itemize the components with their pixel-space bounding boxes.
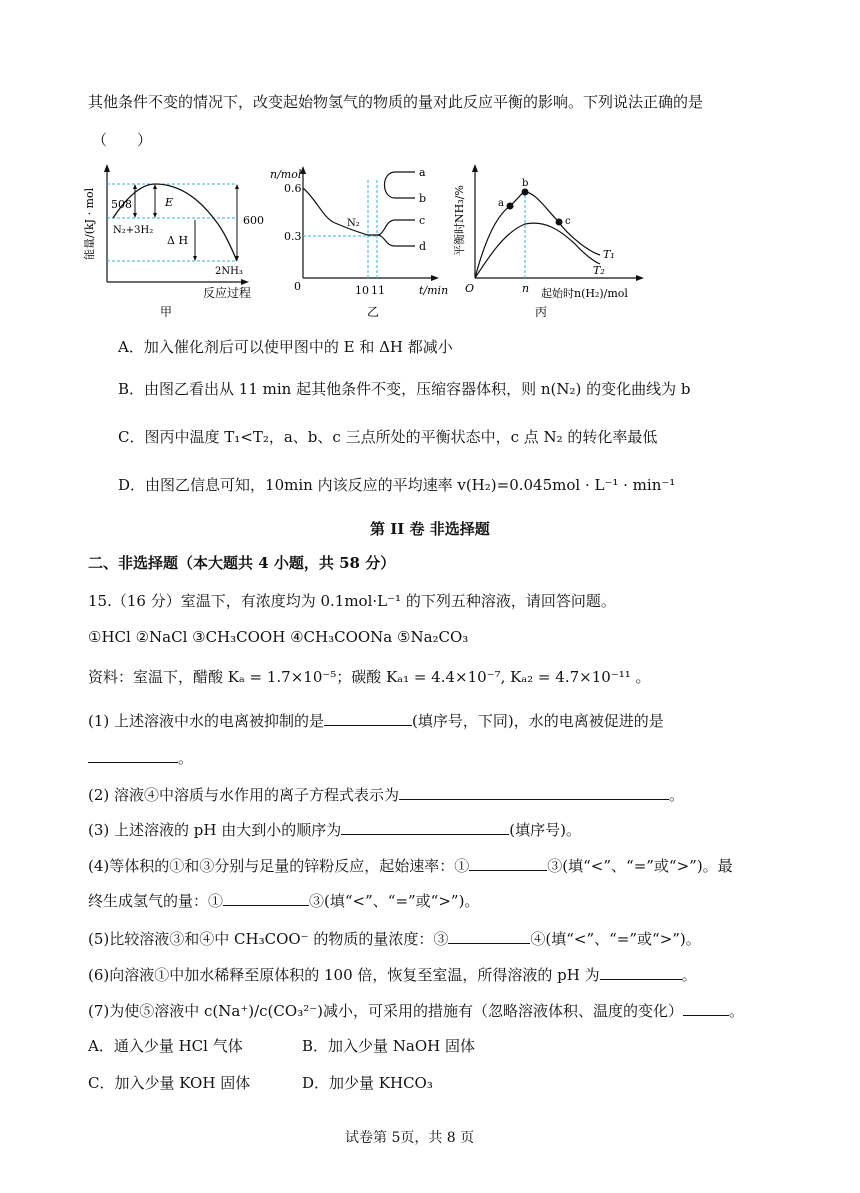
jia-ylabel: 能量/(kJ · mol [83, 187, 96, 260]
q15-part5 [88, 927, 701, 949]
q15-data: 资料：室温下，醋酸 Kₐ = 1.7×10⁻⁵；碳酸 Kₐ₁ = 4.4×10⁻⁷, Kₐ₂ = 4.7×10⁻¹¹ 。 [88, 668, 651, 686]
intro-line: 其他条件不变的情况下，改变起始物氢气的物质的量对此反应平衡的影响。下列说法正确的是 [88, 93, 704, 111]
jia-E: E [165, 196, 174, 209]
jia-product: 2NH₃ [215, 266, 243, 277]
answer-blank[interactable] [399, 783, 669, 800]
jia-600: 600 [243, 214, 264, 227]
q14-option-a: A．加入催化剂后可以使甲图中的 E 和 ΔH 都减小 [118, 338, 453, 356]
bing-xlabel: 起始时n(H₂)/mol [541, 287, 628, 300]
figure-bing [452, 164, 644, 319]
q15-part7-text-a: (7)为使⑤溶液中 c(Na⁺)/c(CO₃²⁻)减小，可采用的措施有（忽略溶液体积、温度的变化） [88, 1002, 683, 1020]
q15-part1-cont [88, 746, 193, 768]
q14-option-b-pre: B．由图乙看出从 11 min 起其他条件不变，压缩容器体积，则 n [118, 380, 551, 398]
q15-part3-text-b: (填序号)。 [509, 821, 581, 839]
q15-part1 [88, 709, 664, 731]
yi-xtick-10: 10 [355, 284, 369, 297]
yi-curve-a: a [419, 166, 426, 179]
q15-stem: 15.（16 分）室温下，有浓度均为 0.1mol·L⁻¹ 的下列五种溶液，请回答问题。 [88, 592, 616, 610]
part2-heading: 二、非选择题（本大题共 4 小题，共 58 分） [88, 554, 396, 572]
yi-ylabel: n/mol [270, 168, 302, 181]
yi-tick-06: 0.6 [284, 182, 302, 195]
q14-option-d-post: =0.045mol · L⁻¹ · min⁻¹ [496, 476, 676, 494]
bing-n: n [522, 282, 530, 295]
yi-curve-b: b [419, 192, 427, 205]
q15-option-b: B．加入少量 NaOH 固体 [302, 1037, 476, 1055]
bing-t1: T₁ [603, 248, 615, 261]
bing-point-b: b [522, 178, 529, 189]
bing-point-a: a [498, 198, 504, 209]
bing-caption: 丙 [535, 305, 548, 319]
page-footer: 试卷第 5页，共 8 页 [345, 1130, 475, 1146]
q14-option-d [118, 475, 675, 495]
q15-part6 [88, 963, 697, 985]
jia-508: 508 [111, 198, 132, 211]
jia-reactant: N₂+3H₂ [113, 225, 154, 236]
figures-row [85, 160, 665, 329]
q15-part1-text-c: 。 [178, 749, 194, 767]
q14-option-d-pre: D．由图乙信息可知，10min 内该反应的平均速率 v [118, 476, 466, 494]
q15-solutions: ①HCl ②NaCl ③CH₃COOH ④CH₃COONa ⑤Na₂CO₃ [88, 628, 469, 646]
yi-curve-d: d [419, 240, 427, 253]
q15-part7 [88, 999, 744, 1021]
yi-xlabel: t/min [419, 284, 449, 297]
answer-blank[interactable] [600, 963, 682, 980]
yi-tick-03: 0.3 [284, 230, 302, 243]
answer-blank[interactable] [324, 709, 412, 726]
yi-xtick-11: 11 [371, 284, 385, 297]
q14-option-b-paren: (N₂) [550, 380, 582, 398]
answer-paren: （ ） [92, 131, 153, 149]
q15-part4-text-c: 终生成氢气的量：① [88, 892, 224, 910]
yi-caption: 乙 [367, 305, 380, 319]
answer-blank[interactable] [683, 999, 729, 1016]
figure-jia [82, 164, 264, 319]
answer-blank[interactable] [223, 889, 309, 906]
bing-point-c: c [565, 216, 571, 227]
q15-option-a: A．通入少量 HCl 气体 [88, 1037, 243, 1055]
q14-option-d-paren: (H₂) [465, 476, 497, 494]
jia-xlabel: 反应过程 [203, 286, 252, 300]
q15-part2 [88, 783, 684, 805]
q15-part2-text-b: 。 [669, 786, 685, 804]
q15-option-c: C．加入少量 KOH 固体 [88, 1074, 251, 1092]
q14-option-b-post: 的变化曲线为 b [581, 380, 691, 398]
q15-part4 [88, 854, 733, 876]
q14-option-c: C．图丙中温度 T₁<T₂，a、b、c 三点所处的平衡状态中，c 点 N₂ 的转化率最低 [118, 428, 658, 446]
figure-svg [85, 160, 665, 325]
yi-origin: 0 [294, 280, 301, 293]
q15-option-d: D．加少量 KHCO₃ [302, 1074, 433, 1092]
answer-blank[interactable] [448, 927, 530, 944]
jia-dH: Δ H [167, 234, 189, 247]
q15-part6-text-a: (6)向溶液①中加水稀释至原体积的 100 倍，恢复至室温，所得溶液的 pH 为 [88, 966, 600, 984]
q15-part7-text-b: 。 [729, 1002, 745, 1020]
answer-blank[interactable] [88, 746, 178, 763]
answer-blank[interactable] [341, 818, 509, 835]
answer-blank[interactable] [469, 854, 547, 871]
q15-part1-text-b: (填序号，下同)，水的电离被促进的是 [412, 712, 664, 730]
q14-option-b [118, 379, 691, 399]
jia-caption: 甲 [160, 305, 173, 319]
bing-ylabel: 平衡时NH₃/% [453, 185, 466, 256]
q15-part5-text-b: ④(填“<”、“=”或“>”)。 [530, 930, 701, 948]
q15-part1-text-a: (1) 上述溶液中水的电离被抑制的是 [88, 712, 325, 730]
q15-part4-cont [88, 889, 479, 911]
bing-t2: T₂ [593, 264, 605, 277]
q15-part5-text-a: (5)比较溶液③和④中 CH₃COO⁻ 的物质的量浓度：③ [88, 930, 449, 948]
yi-curve-c: c [419, 214, 426, 227]
q15-part4-text-a: (4)等体积的①和③分别与足量的锌粉反应，起始速率：① [88, 857, 470, 875]
q15-part4-text-b: ③(填“<”、“=”或“>”)。最 [547, 857, 733, 875]
bing-origin: O [465, 282, 475, 295]
q15-part6-text-b: 。 [681, 966, 697, 984]
figure-yi [270, 166, 448, 319]
q15-part3-text-a: (3) 上述溶液的 pH 由大到小的顺序为 [88, 821, 342, 839]
yi-series-label: N₂ [347, 218, 360, 229]
section-title: 第 II 卷 非选择题 [370, 520, 490, 538]
q15-part4-text-d: ③(填“<”、“=”或“>”)。 [309, 892, 480, 910]
q15-part3 [88, 818, 581, 840]
q15-part2-text-a: (2) 溶液④中溶质与水作用的离子方程式表示为 [88, 786, 400, 804]
